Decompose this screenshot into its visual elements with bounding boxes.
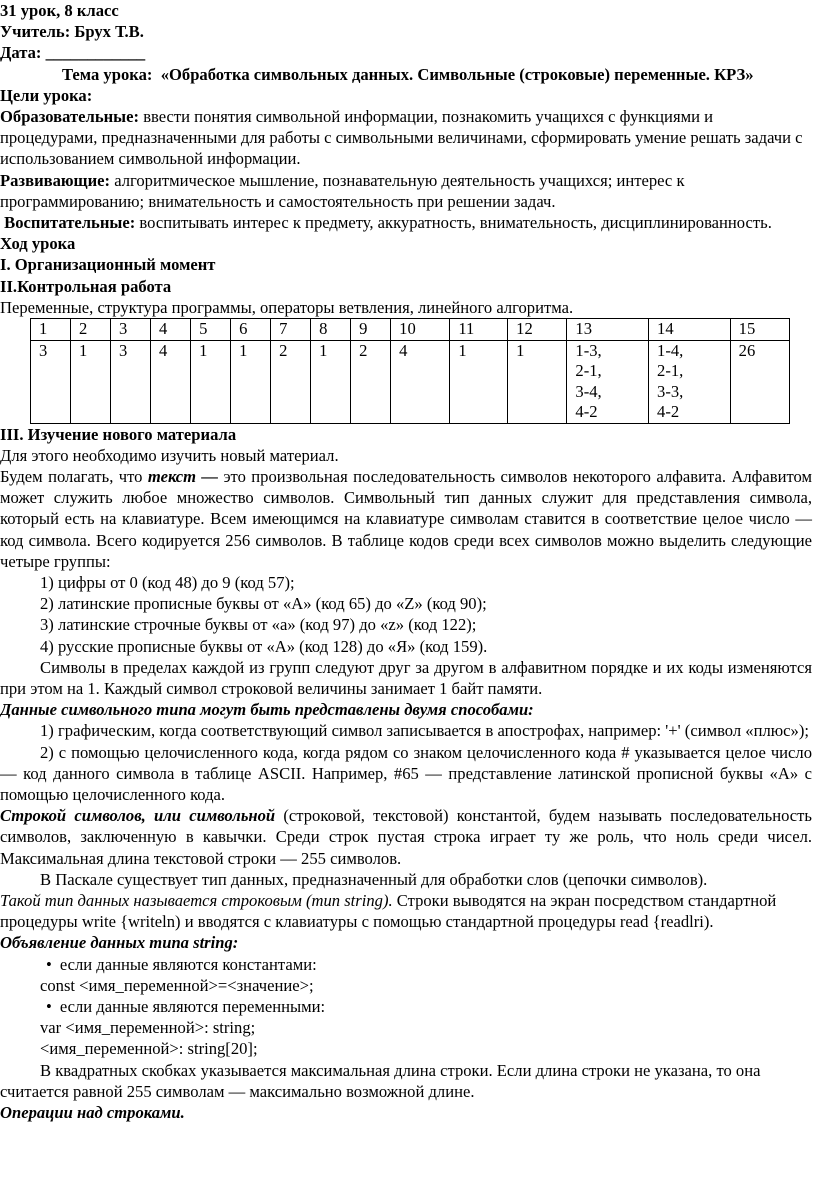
task-number-cell: 14 [649, 319, 731, 341]
group-item: 2) латинские прописные буквы от «A» (код 65) до «Z» (код 90); [40, 594, 487, 614]
group-item: 1) цифры от 0 (код 48) до 9 (код 57); [40, 572, 295, 592]
goal-developing-text: алгоритмическое мышление, познавательную деятельность учащихся; интерес к программированию; внимательность и самостоятельность при решении задач. [0, 170, 685, 211]
answer-cell: 1 [450, 340, 508, 423]
text-definition-paragraph [0, 466, 812, 572]
declaration-item: <имя_переменной>: string[20]; [40, 1039, 258, 1059]
answer-cell: 3 [31, 340, 71, 423]
answer-cell: 2 [351, 340, 391, 423]
date-blank: ____________ [45, 43, 146, 63]
declaration-item: • если данные являются переменными: [0, 996, 812, 1017]
section-3-intro: Для этого необходимо изучить новый материал. [0, 445, 339, 465]
task-number-cell: 5 [191, 319, 231, 341]
task-number-cell: 2 [71, 319, 111, 341]
goal-educational-text: ввести понятия символьной информации, познакомить учащихся с функциями и процедурами, предназначенными для работы с символьными величинами, сформировать умение решать задачи с использованием символьной информации. [0, 107, 803, 169]
goals-heading: Цели урока: [0, 85, 93, 105]
task-number-cell: 1 [31, 319, 71, 341]
answer-cell: 2 [271, 340, 311, 423]
group-item: 3) латинские строчные буквы от «a» (код 97) до «z» (код 122); [40, 615, 477, 635]
declaration-item: var <имя_переменной>: string; [40, 1018, 256, 1038]
goal-educational-label: Образовательные: [0, 107, 140, 127]
ways-heading: Данные символьного типа могут быть представлены двумя способами: [0, 700, 534, 720]
answer-cell: 1-3, 2-1, 3-4, 4-2 [567, 340, 649, 423]
answer-cell: 4 [391, 340, 450, 423]
answer-cell: 26 [730, 340, 789, 423]
topic-line [0, 64, 812, 85]
table-row-numbers [31, 319, 790, 341]
answer-cell: 1 [231, 340, 271, 423]
section-1-heading: I. Организационный момент [0, 255, 216, 275]
task-number-cell: 6 [231, 319, 271, 341]
task-number-cell: 13 [567, 319, 649, 341]
answers-table [30, 318, 790, 424]
text-definition-lead: Будем полагать, что [0, 466, 143, 486]
codes-paragraph: Символы в пределах каждой из групп следуют друг за другом в алфавитном порядке и их коды изменяются при этом на 1. Каждый символ строковой величины занимает 1 байт памяти. [0, 657, 812, 698]
task-number-cell: 8 [311, 319, 351, 341]
answer-cell: 1 [71, 340, 111, 423]
string-type-body: Строки выводятся на экран посредством стандартной процедуры write {writeln) и вводятся с клавиатуры с помощью стандартной процедуры read {readlri). [0, 891, 777, 932]
answer-cell: 3 [111, 340, 151, 423]
operations-heading: Операции над строками. [0, 1103, 185, 1123]
way-2: 2) с помощью целочисленного кода, когда рядом со знаком целочисленного кода # указывается целое число — код данного символа в таблице ASCII. Например, #65 — представление латинской прописной буквы «А» с помощью целочисленного кода. [0, 742, 812, 804]
goal-developing [0, 170, 812, 212]
goal-upbringing [0, 212, 812, 233]
answer-cell: 1 [311, 340, 351, 423]
goal-educational [0, 106, 812, 170]
string-type-paragraph [0, 890, 812, 932]
answer-cell: 1-4, 2-1, 3-3, 4-2 [649, 340, 731, 423]
goal-upbringing-text: воспитывать интерес к предмету, аккуратность, внимательность, дисциплинированность. [139, 213, 772, 233]
goal-upbringing-label: Воспитательные: [4, 213, 136, 233]
task-number-cell: 10 [391, 319, 450, 341]
lesson-line: 31 урок, 8 класс [0, 1, 119, 20]
task-number-cell: 9 [351, 319, 391, 341]
declaration-item: const <имя_переменной>=<значение>; [40, 975, 314, 995]
section-2-text: Переменные, структура программы, операторы ветвления, линейного алгоритма. [0, 297, 574, 317]
pascal-paragraph: В Паскале существует тип данных, предназначенный для обработки слов (цепочки символов). [40, 869, 708, 889]
task-number-cell: 12 [508, 319, 567, 341]
topic-text: «Обработка символьных данных. Символьные (строковые) переменные. КРЗ» [160, 64, 754, 84]
declaration-heading: Объявление данных типа string: [0, 933, 239, 953]
task-number-cell: 15 [730, 319, 789, 341]
string-type-italic: Такой тип данных называется строковым (тип string). [0, 891, 393, 911]
text-definition-body: это произвольная последовательность символов некоторого алфавита. Алфавитом может служить любое множество символов. Символьный тип данных служит для представления символа, который есть на клавиатуре. Всем имеющимся на клавиатуре символам ставится в соответствие целое число — код символа. Всего кодируется 256 символов. В таблице кодов среди всех символов можно выделить следующие четыре группы: [0, 466, 812, 571]
group-item: 4) русские прописные буквы от «А» (код 128) до «Я» (код 159). [40, 636, 488, 656]
string-definition-paragraph [0, 805, 812, 869]
answer-cell: 1 [191, 340, 231, 423]
task-number-cell: 4 [151, 319, 191, 341]
answer-cell: 4 [151, 340, 191, 423]
teacher-line: Учитель: Брух Т.В. [0, 22, 144, 42]
task-number-cell: 7 [271, 319, 311, 341]
course-heading: Ход урока [0, 234, 76, 254]
table-row-answers [31, 340, 790, 423]
answer-cell: 1 [508, 340, 567, 423]
string-definition-body: (строковой, текстовой) константой, будем называть последовательность символов, заключенную в кавычки. Среди строк пустая строка играет ту же роль, что ноль среди чисел. Максимальная длина текстовой строки — 255 символов. [0, 806, 812, 868]
goal-developing-label: Развивающие: [0, 170, 111, 190]
date-label: Дата: [0, 43, 42, 63]
section-2-heading: II.Контрольная работа [0, 276, 172, 296]
topic-label: Тема урока: [62, 64, 153, 84]
way-1: 1) графическим, когда соответствующий символ записывается в апострофах, например: '+' (символ «плюс»); [40, 721, 809, 741]
length-paragraph: В квадратных скобках указывается максимальная длина строки. Если длина строки не указана, то она считается равной 255 символам — максимально возможной длине. [0, 1060, 761, 1101]
declaration-item: • если данные являются константами: [0, 954, 812, 975]
task-number-cell: 3 [111, 319, 151, 341]
string-definition-term: Строкой символов, или символьной [0, 806, 276, 826]
date-line [0, 42, 812, 63]
text-definition-term: текст — [147, 466, 219, 486]
task-number-cell: 11 [450, 319, 508, 341]
section-3-heading: III. Изучение нового материала [0, 424, 237, 444]
